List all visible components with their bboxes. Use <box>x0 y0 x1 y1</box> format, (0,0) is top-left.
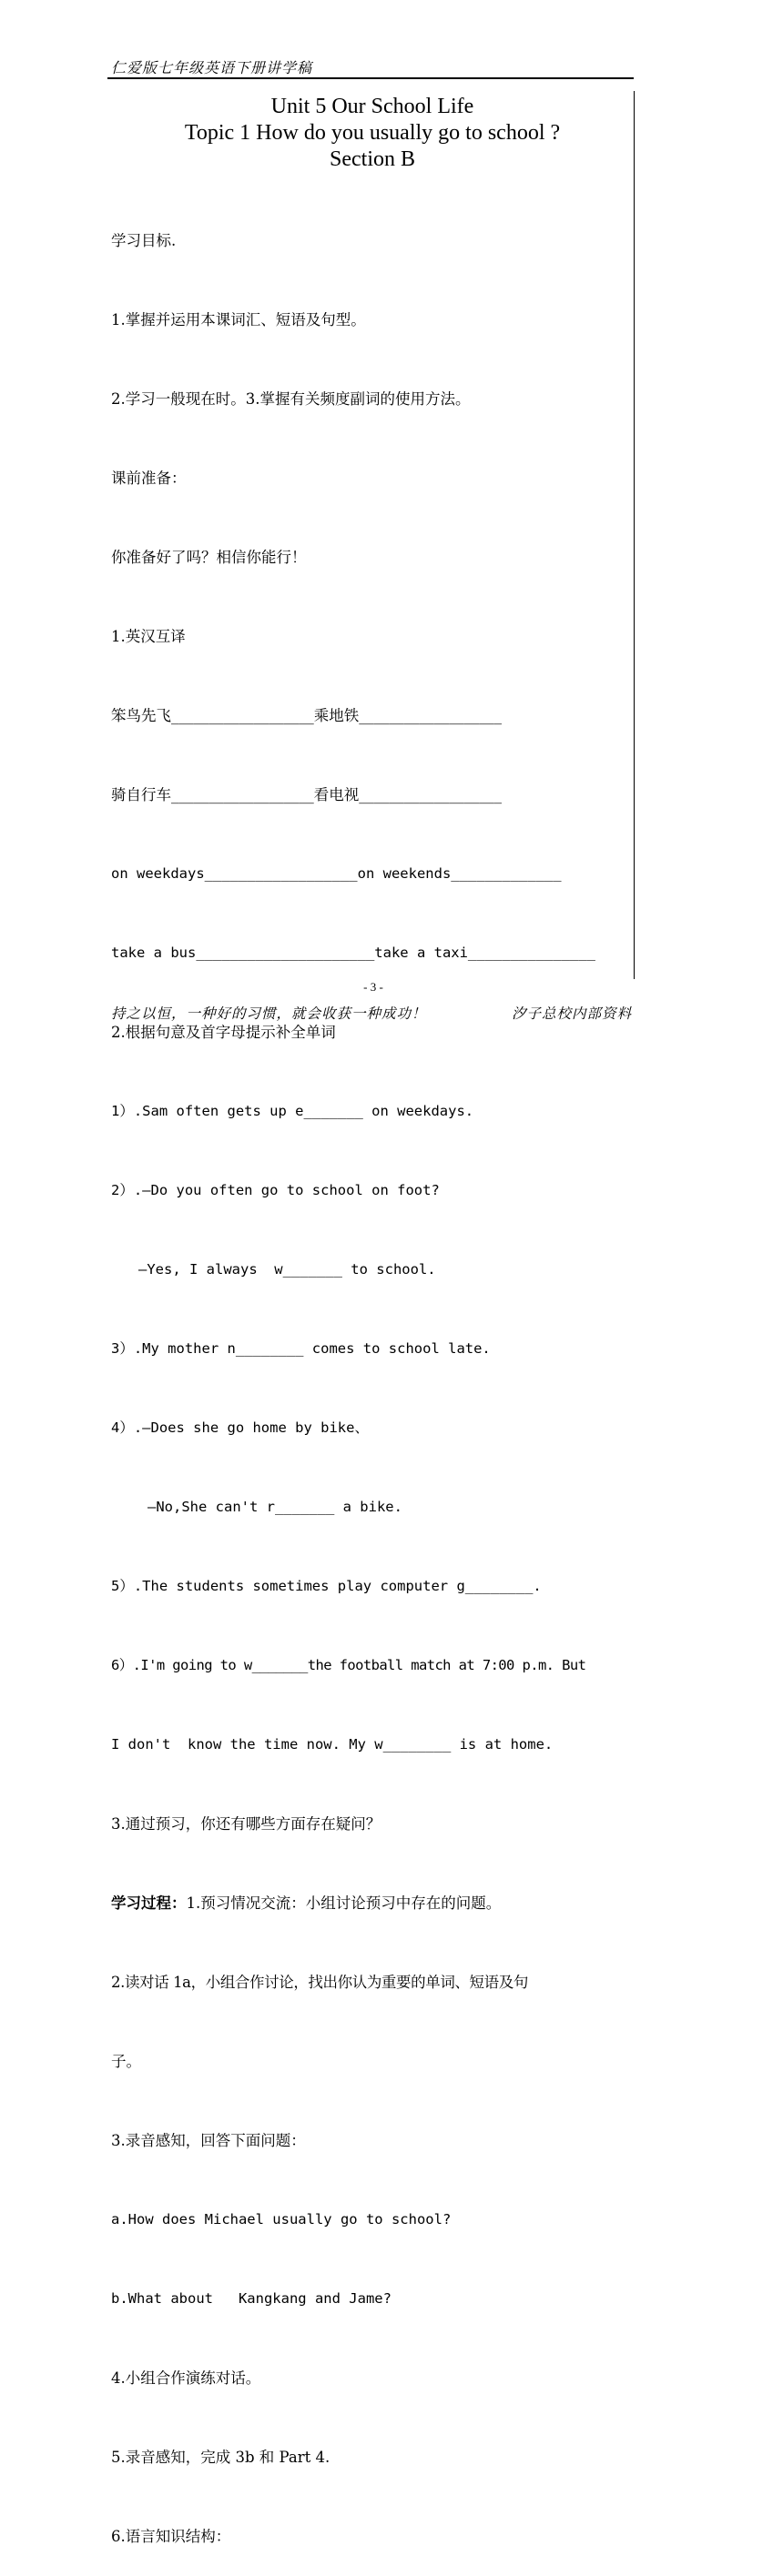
fill-in-item: —Yes, I always w_______ to school. <box>138 1261 436 1278</box>
page-number: - 3 - <box>363 980 383 994</box>
unit-title: Unit 5 Our School Life <box>270 95 474 118</box>
process-line: 子。 <box>111 2053 141 2070</box>
topic-title: Topic 1 How do you usually go to school ? <box>184 121 561 145</box>
process-line <box>111 1890 637 1916</box>
fill-in-item: 6）.I'm going to w_______the football match at 7:00 p.m. But <box>111 1657 586 1673</box>
fill-in-item: 1）.Sam often gets up e_______ on weekdays. <box>111 1103 474 1119</box>
footer-motto: 持之以恒，一种好的习惯，就会收获一种成功！ <box>111 1005 427 1022</box>
fill-in-item: 4）.—Does she go home by bike、 <box>111 1419 369 1436</box>
process-text: 1.预习情况交流：小组讨论预习中存在的问题。 <box>186 1894 502 1912</box>
fill-in-item: I don't know the time now. My w________ is at home. <box>111 1736 554 1753</box>
translation-line: take a bus_____________________take a taxi_______________ <box>111 945 595 961</box>
objective-line: 1.掌握并运用本课词汇、短语及句型。 <box>111 311 366 328</box>
fill-in-item: 2）.—Do you often go to school on foot? <box>111 1182 440 1198</box>
translation-line: 笨鸟先飞___________________乘地铁___________________ <box>111 707 502 724</box>
fill-in-item: —No,She can't r_______ a bike. <box>147 1499 402 1515</box>
worksheet-body <box>111 175 637 2576</box>
header-rule <box>107 77 634 79</box>
exercise-heading: 2.根据句意及首字母提示补全单词 <box>111 1024 336 1041</box>
process-line: 4.小组合作演练对话。 <box>111 2369 261 2387</box>
question-prompt: 3.通过预习，你还有哪些方面存在疑问？ <box>111 1815 381 1833</box>
section-title: Section B <box>330 147 415 171</box>
objectives-heading: 学习目标. <box>111 232 177 249</box>
translation-line: on weekdays__________________on weekends_____________ <box>111 865 562 882</box>
question-line: b.What about Kangkang and Jame? <box>111 2290 392 2307</box>
preparation-heading: 课前准备： <box>111 470 187 487</box>
process-line: 3.录音感知，回答下面问题： <box>111 2132 306 2149</box>
process-line: 5.录音感知，完成 3b 和 Part 4. <box>111 2449 330 2466</box>
process-label: 学习过程： <box>111 1894 187 1912</box>
question-line: a.How does Michael usually go to school? <box>111 2211 452 2227</box>
page-header: 仁爱版七年级英语下册讲学稿 <box>111 59 313 76</box>
process-line: 2.读对话 1a，小组合作讨论，找出你认为重要的单词、短语及句 <box>111 1974 528 1991</box>
fill-in-item: 5）.The students sometimes play computer g________. <box>111 1578 542 1594</box>
translation-line: 骑自行车___________________看电视___________________ <box>111 786 502 803</box>
footer-source: 汐子总校内部资料 <box>512 1005 633 1022</box>
exercise-heading: 1.英汉互译 <box>111 628 186 645</box>
preparation-prompt: 你准备好了吗？相信你能行！ <box>111 549 307 566</box>
objective-line: 2.学习一般现在时。3.掌握有关频度副词的使用方法。 <box>111 390 471 408</box>
process-line: 6.语言知识结构： <box>111 2528 231 2545</box>
fill-in-item: 3）.My mother n________ comes to school late. <box>111 1340 491 1357</box>
